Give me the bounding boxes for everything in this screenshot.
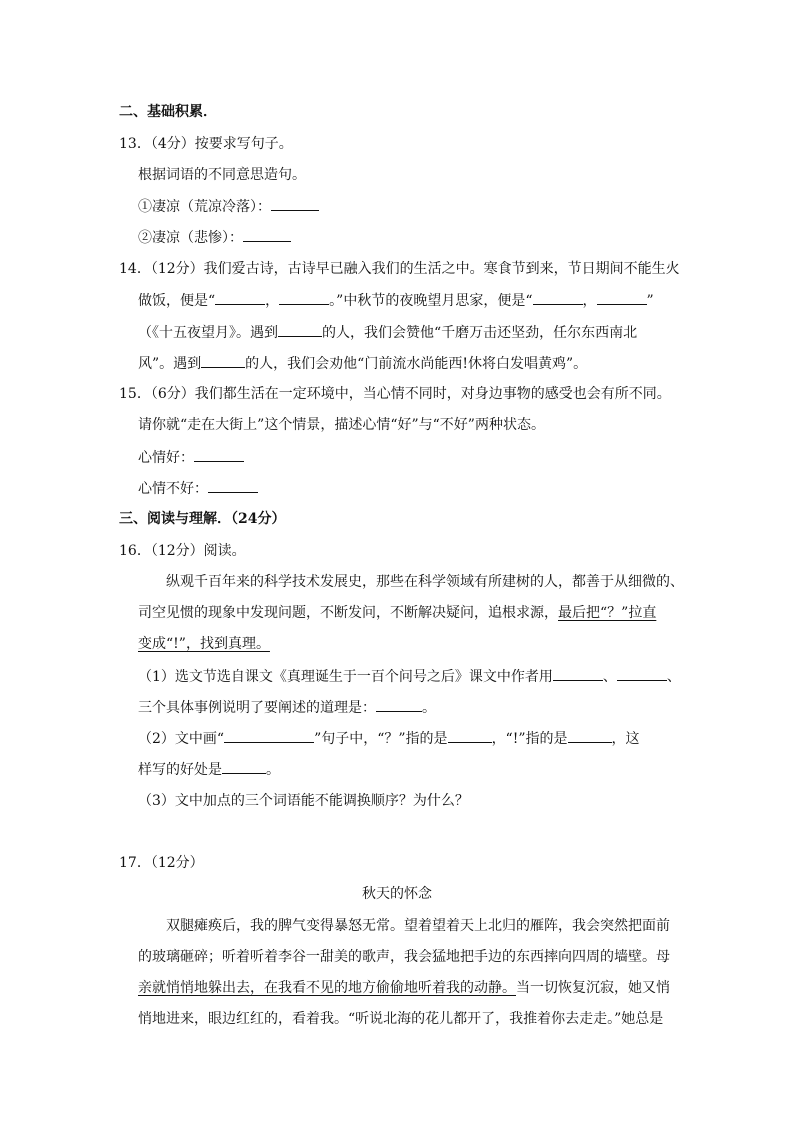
answer-blank[interactable]	[201, 353, 245, 368]
q17-passage-line-1: 双腿瘫痪后，我的脾气变得暴怒无常。望着望着天上北归的雁阵，我会突然把面前	[166, 918, 670, 934]
q14-line-2	[138, 290, 654, 311]
q14-text: ，	[582, 293, 597, 309]
answer-blank[interactable]	[376, 697, 422, 712]
q14-text: 风”。遇到	[138, 356, 202, 372]
answer-blank[interactable]	[553, 666, 603, 681]
q14-text: ”	[646, 293, 654, 309]
answer-blank[interactable]	[271, 196, 319, 211]
q14-line-3	[138, 322, 637, 343]
q13-head: 13．（4分）按要求写句子。	[119, 136, 293, 152]
q16-sub-1	[138, 666, 681, 687]
q17-passage-title: 秋天的怀念	[362, 886, 432, 902]
q16-text: 三个具体事例说明了要阐述的道理是：	[138, 700, 376, 716]
q13-item-2	[138, 227, 291, 248]
q14-text: （《十五夜望月》。遇到	[138, 325, 278, 341]
q15-line-1: 15．（6分）我们都生活在一定环境中，当心情不同时，对身边事物的感受也会有所不同。	[119, 386, 671, 402]
answer-blank[interactable]	[243, 227, 291, 242]
q17-underlined-sentence: 亲就悄悄地躲出去，在我看不见的地方偷偷地听着我的动静。	[138, 980, 516, 996]
q14-text: 的人，我们会赞他“千磨万击还坚劲，任尔东西南北	[322, 325, 638, 341]
q16-text: 、	[666, 669, 681, 685]
q16-passage-text: 司空见惯的现象中发现问题，不断发问，不断解决疑问，追根求源，	[138, 605, 558, 621]
q14-text: ，	[265, 293, 280, 309]
q14-line-4	[138, 353, 587, 374]
q16-text: 样写的好处是	[138, 762, 222, 778]
q16-text: ，这	[611, 731, 640, 747]
q15-good-label: 心情好：	[138, 450, 194, 466]
q13-instruction: 根据词语的不同意思造句。	[138, 167, 306, 183]
q15-bad-label: 心情不好：	[138, 481, 208, 497]
answer-blank[interactable]	[215, 290, 265, 305]
q13-item-1	[138, 196, 319, 217]
answer-blank[interactable]	[224, 728, 314, 743]
q16-sub-2-cont	[138, 759, 280, 780]
q16-sub-2	[138, 728, 640, 749]
q14-text: 。”中秋节的夜晚望月思家，便是“	[329, 293, 533, 309]
q16-text: ”句子中，“？”指的是	[314, 731, 448, 747]
answer-blank[interactable]	[568, 728, 612, 743]
q16-text: 。	[266, 762, 280, 778]
q13-item-1-label: ①凄凉（荒凉冷落）：	[138, 199, 271, 215]
q16-text: （2）文中画“	[138, 731, 225, 747]
answer-blank[interactable]	[208, 478, 258, 493]
q17-passage-text: 当一切恢复沉寂，她又悄	[516, 980, 670, 996]
q14-text: 做饭，便是“	[138, 293, 216, 309]
q16-sub-3: （3）文中加点的三个词语能不能调换顺序？为什么？	[138, 793, 469, 809]
q17-passage-line-3	[138, 978, 670, 998]
q14-line-1: 14．（12分）我们爱古诗，古诗早已融入我们的生活之中。寒食节到来，节日期间不能生火	[119, 261, 680, 277]
q15-line-2: 请你就“走在大街上”这个情景，描述心情“好”与“不好”两种状态。	[138, 417, 545, 433]
q16-head: 16．（12分）阅读。	[119, 543, 246, 559]
q16-passage-line-3: 变成“!”，找到真理。	[138, 636, 270, 652]
q14-text: 的人，我们会劝他“门前流水尚能西!休将白发唱黄鸡”。	[245, 356, 588, 372]
q16-text: ，“!”指的是	[491, 731, 568, 747]
answer-blank[interactable]	[222, 759, 266, 774]
q16-text: 、	[602, 669, 617, 685]
answer-blank[interactable]	[448, 728, 492, 743]
answer-blank[interactable]	[279, 290, 329, 305]
q16-text: （1）选文节选自课文《真理诞生于一百个问号之后》课文中作者用	[138, 669, 553, 685]
q17-passage-line-2: 的玻璃砸碎；听着听着李谷一甜美的歌声，我会猛地把手边的东西摔向四周的墙壁。母	[138, 949, 670, 965]
q15-good	[138, 447, 244, 468]
q17-head: 17．（12分）	[119, 855, 204, 871]
section-2-heading: 二、基础积累．	[119, 104, 217, 120]
q15-bad	[138, 478, 258, 499]
q16-passage-line-1: 纵观千百年来的科学技术发展史，那些在科学领域有所建树的人，都善于从细微的、	[166, 574, 684, 590]
answer-blank[interactable]	[533, 290, 583, 305]
q16-underlined-sentence: 最后把“？”拉直	[558, 605, 657, 621]
q13-item-2-label: ②凄凉（悲惨）：	[138, 230, 243, 246]
answer-blank[interactable]	[278, 322, 322, 337]
q16-passage-line-2	[138, 603, 656, 623]
answer-blank[interactable]	[617, 666, 667, 681]
q16-sub-1-cont	[138, 697, 436, 718]
q17-passage-line-4: 悄地进来，眼边红红的，看着我。“听说北海的花儿都开了，我推着你去走走。”她总是	[138, 1011, 664, 1027]
answer-blank[interactable]	[597, 290, 647, 305]
section-3-heading: 三、阅读与理解．（24分）	[119, 511, 286, 527]
answer-blank[interactable]	[194, 447, 244, 462]
q16-text: 。	[422, 700, 436, 716]
